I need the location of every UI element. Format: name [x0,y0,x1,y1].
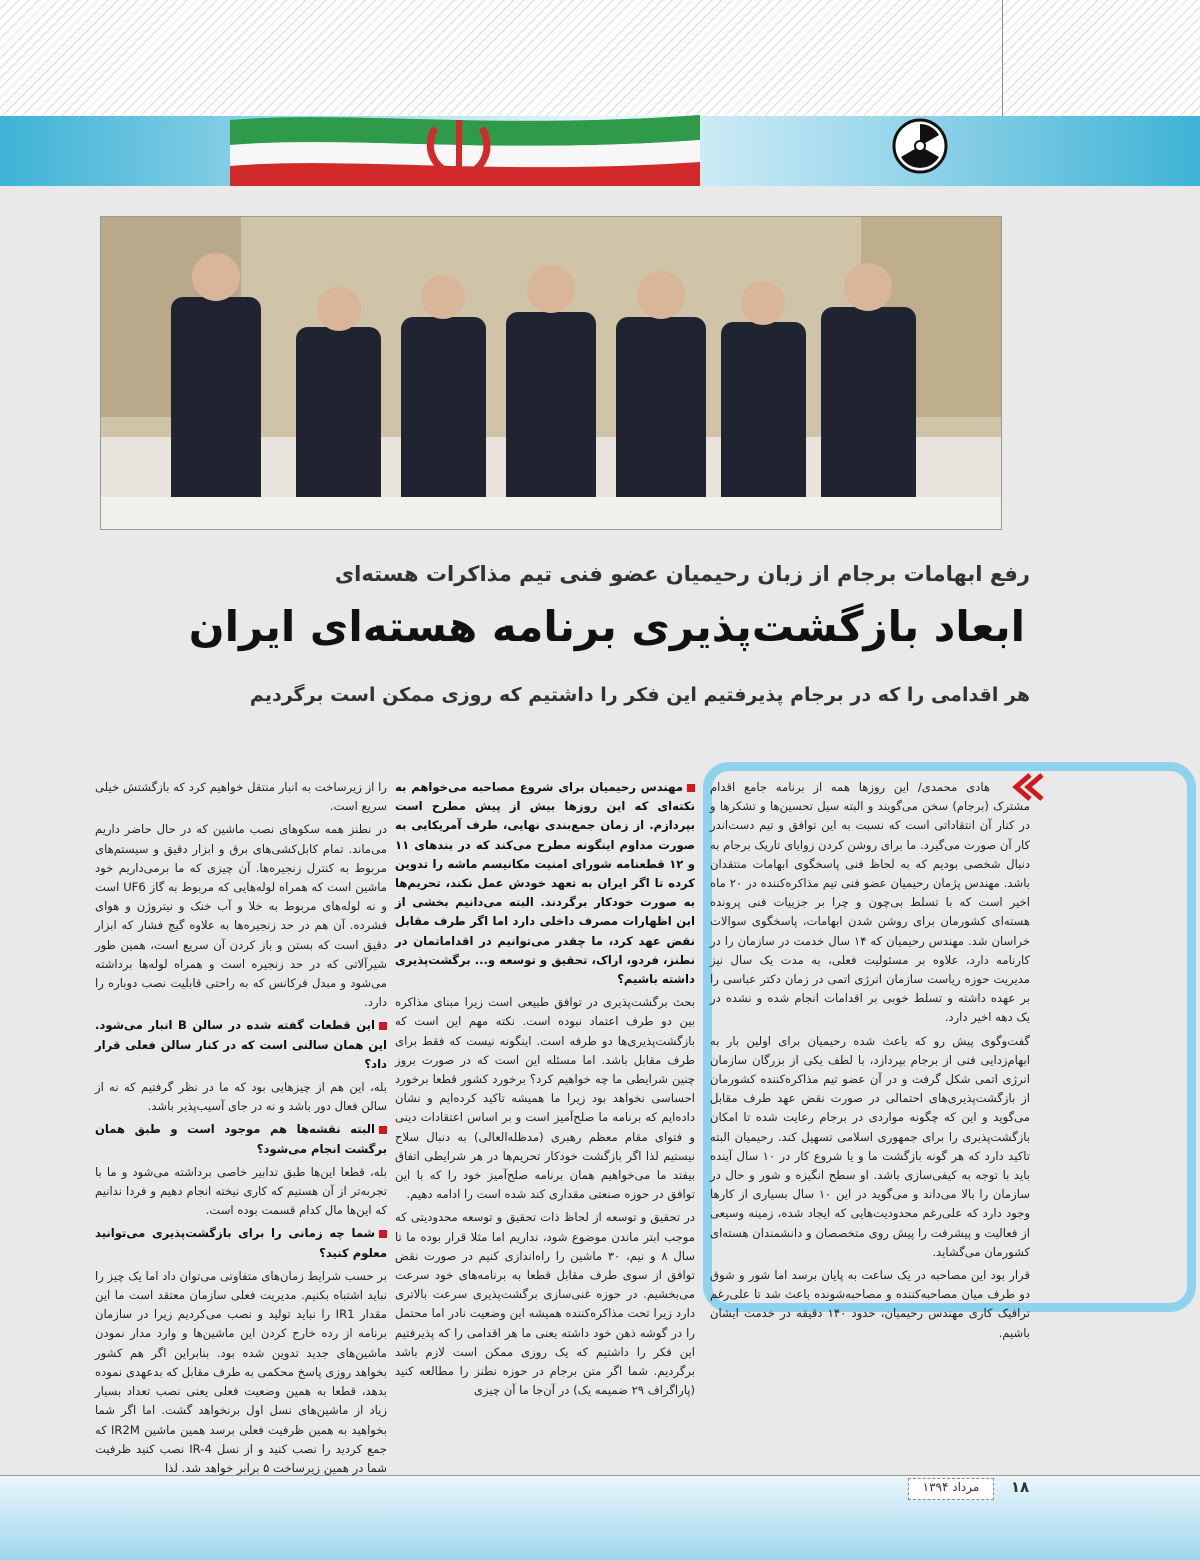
iran-flag-image [230,110,700,188]
issue-date: مرداد ۱۳۹۴ [922,1480,980,1494]
answer: بحث برگشت‌پذیری در توافق طبیعی است زیرا مبنای مذاکره بین دو طرف اعتماد نبوده است. نکته مهم این است که بازگشت‌پذیری‌ها دو طرفه است. اینگونه نیست که فقط برای طرف مقابل باشد. اما مسئله این است که در صورت بروز چنین شرایطی ما چه خواهیم کرد؟ برخورد کشور قطعا برخورد احساسی نخواهد بود زیرا ما همیشه تاکید کرده‌ایم و نشان داده‌ایم که برنامه ما صلح‌آمیز است و بر اساس اعتقادات دینی و فتوای مقام معظم رهبری (مدظله‌العالی) به دنبال سلاح نیستیم لذا اگر بازگشت خودکار تحریم‌ها در هر شرایطی اتفاق بیفتد ما می‌خواهیم همان برنامه صلح‌آمیز خود را که با این توافق در حوزه صنعتی مقداری کند شده است را ادامه دهیم. [395,995,695,1202]
article-dek: هر اقدامی را که در برجام پذیرفتیم این فکر را داشتیم که روزی ممکن است برگردیم [249,684,1030,706]
article-headline: ابعاد بازگشت‌پذیری برنامه هسته‌ای ایران [188,602,1025,651]
answer: در تحقیق و توسعه از لحاظ ذات تحقیق و توسعه محدودیتی که موجب ابتر ماندن موضوع شود، نداریم اما مثلا قرار بوده ما تا سال ۸ و نیم، ۳۰ ماشین را راه‌اندازی کنیم در صورت نقض توافق از سوی طرف مقابل قطعا به برنامه‌های خود سرعت می‌بخشیم. در حوزه غنی‌سازی برگشت‌پذیری سرعت بالاتری دارد زیرا تحت مذاکره‌کننده همیشه این وضعیت نادر اما محتمل را در گوشه ذهن خود داشته یعنی ما هر اقدامی را که پذیرفتیم این فکر را داشتیم که یک روزی ممکن است لازم باشد برگردیم. شما اگر متن برجام در حوزه نطنز را مطالعه کنید (پاراگراف ۲۹ ضمیمه یک) در آن‌جا ما آن چیزی [395,1210,696,1398]
question: این قطعات گفته شده در سالن B انبار می‌شود. این همان سالنی است که در کنار سالن فعلی قرار داد؟ [95,1016,387,1074]
answer: بله، قطعا این‌ها طبق تدابیر خاصی برداشته می‌شود و ما با تجربه‌تر از آن هستیم که کاری نیخته انجام دهیم و فردا ندانیم که این‌ها مال کدام قسمت بوده است. [95,1164,387,1218]
radiation-icon [890,116,950,176]
left-column [95,778,387,1482]
group-photo [100,216,1002,530]
intro-paragraph: قرار بود این مصاحبه در یک ساعت به پایان برسد اما شور و شوق دو طرف میان مصاحبه‌کننده و مصاحبه‌شونده باعث شد تا علی‌رغم ترافیک کاری مهندس رحیمیان، حدود ۱۴۰ دقیقه در خدمت ایشان باشیم. [710,1268,1030,1340]
intro-column [710,778,1030,1347]
page-number: ۱۸ [1010,1478,1030,1496]
answer: را از زیرساخت به انبار منتقل خواهیم کرد که بازگشتش خیلی سریع است. [95,780,387,814]
group-photo-image [101,217,1001,529]
answer: در نطنز همه سکوهای نصب ماشین که در حال حاضر داریم می‌ماند. تمام کابل‌کشی‌های برق و ابزار دقیق و سیستم‌های مربوط به کنترل زنجیره‌ها. آن چیزی که ما برمی‌داریم خود ماشین است که همراه لوله‌هایی که مربوط به گاز UF6 است و نه لوله‌های مربوط به خلا و آب خنک و نیتروژن و هوای فشرده. آن هم در حد زنجیره‌ها به علاوه گیج فشار که ابزار دقیق است که بستن و باز کردن آن سریع است، همین طور شیرآلاتی که در حد زنجیره است و همراه لوله‌ها برداشته می‌شود و مبدل فرکانس که به راحتی قابلیت نصب دوباره را دارد. [95,822,387,1010]
middle-column [395,778,695,1405]
intro-paragraph: گفت‌وگوی پیش رو که باعث شده رحیمیان برای اولین بار به ابهام‌زدایی فنی از برجام بپردازد، با لطف یکی از بزرگان سازمان انرژی اتمی شکل گرفت و در آن عضو تیم مذاکره‌کننده کشورمان از بازگشت‌پذیری‌های احتمالی در صورت نقض عهد طرف مقابل می‌گوید و این که چگونه مواردی در برجام رعایت شده تا امکان بازگشت‌پذیری را برای جمهوری اسلامی تسهیل کند. رحیمیان البته تاکید دارد که هر گونه بازگشت ما و یا شروع کار در ۱۰ سال آینده باید با توجه به کیفی‌سازی باشد. او سطح انگیزه و شور و حال در سازمان را بالا می‌داند و می‌گوید در این ۱۰ سال بسیاری از کارها وجود دارد که علی‌رغم محدودیت‌هایی که ایجاد شده، زمینه وسیعی از فعالیت و پیشرفت را پیش روی متخصصان و دانشمندان هسته‌ای کشورمان می‌گشاید. [710,1033,1030,1259]
intro-paragraph: هادی محمدی/ این روزها همه از برنامه جامع اقدام مشترک (برجام) سخن می‌گویند و البته سیل تحسین‌ها و تشکرها و در کنار آن انتقاداتی است که نسبت به این توافق و تیم دست‌اندر کار آن صورت می‌گیرد. ما برای روشن کردن زوایای تاریک برجام به دنبال شخصی بودیم که به لحاظ فنی پاسخگوی ابهامات منتقدان باشد. مهندس پژمان رحیمیان عضو فنی تیم مذاکره‌کننده در ۲۰ ماه اخیر است که با تسلط بی‌چون و چرا بر جزییات فنی پرونده هسته‌ای کشورمان برای روشن شدن ابهامات، پاسخگوی سوالات خراسان شد. مهندس رحیمیان که ۱۴ سال خدمت در سازمان را در کارنامه دارد، علاوه بر مسئولیت فعلی، به مدت یک سال نیز مدیریت حوزه ریاست سازمان انرژی اتمی در زمان دکتر عباسی را بر عهده داشته و تسلط خوبی بر اقدامات انجام شده و نشده در یک دهه اخیر دارد. [710,780,1031,1025]
article-subhead: رفع ابهامات برجام از زبان رحیمیان عضو فنی تیم مذاکرات هسته‌ای [334,562,1030,586]
answer: بله، این هم از چیزهایی بود که ما در نظر گرفتیم که نه از سالن فعال دور باشد و نه در جای آسیب‌پذیر باشد. [95,1080,387,1114]
answer: بر حسب شرایط زمان‌های متفاوتی می‌توان داد اما یک چیز را نباید اشتباه بکنیم. مدیریت فعلی سازمان معتقد است ما این مقدار IR1 را نباید تولید و نصب می‌کردیم زیرا در سازمان برنامه از رده خارج کردن این ماشین‌ها و وارد مدار نمودن ماشین‌های جدید تدوین شده بود. بنابراین اگر هم کشور بخواهد روزی پاسخ محکمی به طرف مقابل که بدعهدی نموده بدهد، قطعا به همین وضعیت فعلی یعنی نصب تعداد بسیار زیاد از ماشین‌های نسل اول برنخواهد گشت. اما اگر شما بخواهید به همین ظرفیت فعلی برسد همین ماشین IR2M که جمع کردید را نصب کنید و از نسل IR-4 نصب کنید ظرفیت شما در همین زیرساخت ۵ برابر خواهد شد. لذا [95,1268,388,1475]
question: شما چه زمانی را برای بازگشت‌پذیری می‌توانید معلوم کنید؟ [95,1224,387,1262]
question: مهندس رحیمیان برای شروع مصاحبه می‌خواهم به نکته‌ای که این روزها بیش از پیش مطرح است بپردازم. از زمان جمع‌بندی نهایی، طرف آمریکایی به صورت مداوم اینگونه مطرح می‌کند که در بندهای ۱۱ و ۱۲ قطعنامه شورای امنیت مکانیسم ماشه را تدوین کرده تا اگر ایران به تعهد خودش عمل نکند، تحریم‌ها به صورت خودکار برگردند. البته می‌دانیم بخشی از این اظهارات مصرف داخلی دارد اما اگر طرف مقابل نقض عهد کرد، ما چقدر می‌توانیم در اقداماتمان در نطنز، فردو، اراک، تحقیق و توسعه و... برگشت‌پذیری داشته باشیم؟ [395,778,695,989]
header-pattern [0,0,1200,116]
question: البته نقشه‌ها هم موجود است و طبق همان برگشت انجام می‌شود؟ [95,1120,387,1158]
header-divider [1002,0,1003,116]
